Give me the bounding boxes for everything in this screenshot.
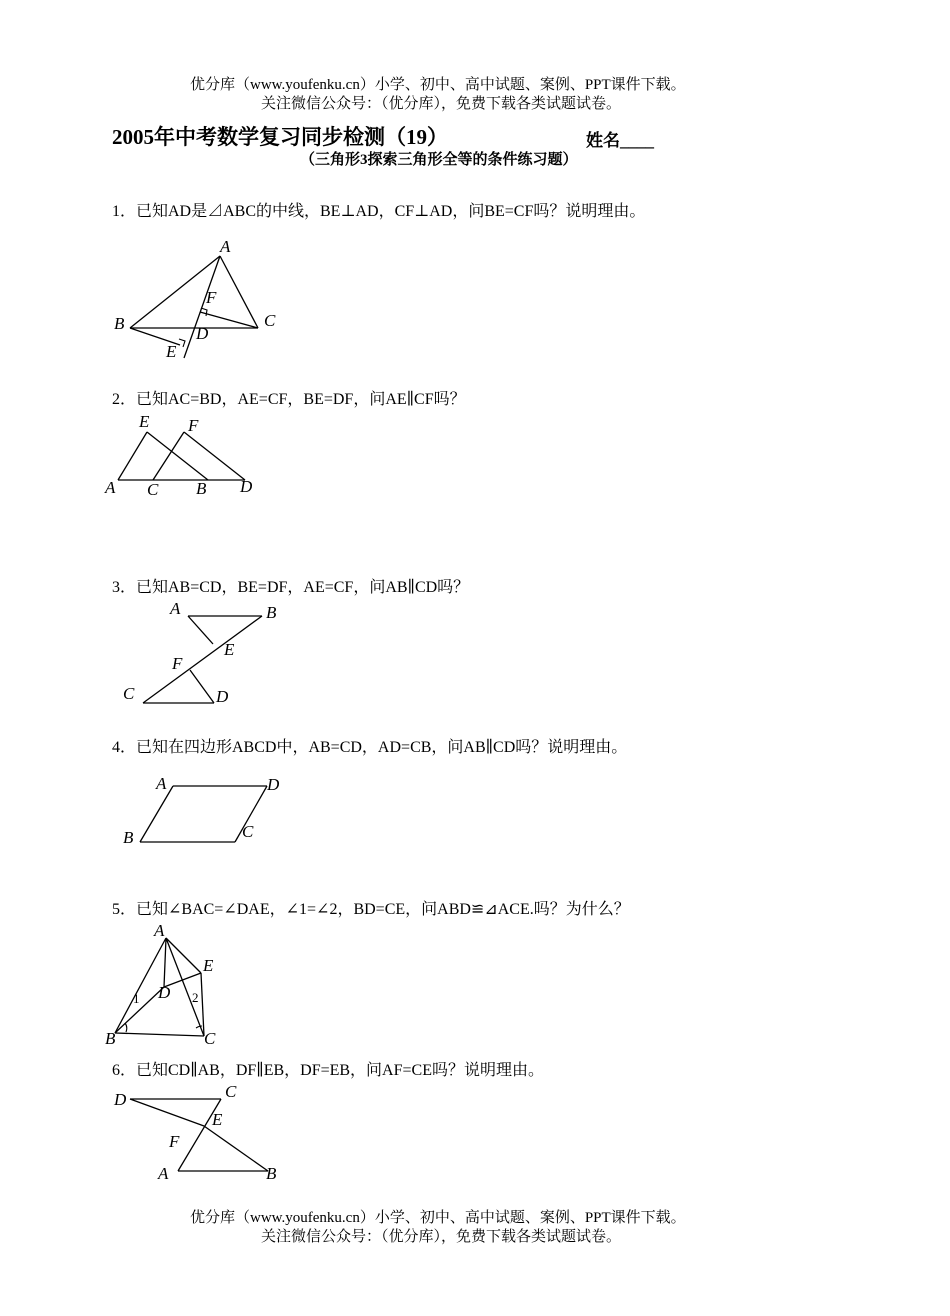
label-F: F	[206, 288, 217, 307]
label-A: A	[158, 1164, 169, 1183]
label-B: B	[266, 603, 277, 622]
label-C: C	[147, 480, 159, 499]
header-line-1: 优分库（www.youfenku.cn）小学、初中、高中试题、案例、PPT课件下载。	[190, 77, 686, 93]
label-D: D	[196, 324, 209, 343]
figure-1	[100, 232, 300, 367]
segment-CF	[200, 312, 258, 328]
label-D: D	[267, 775, 280, 794]
segment-AE	[166, 938, 201, 973]
label-C: C	[225, 1082, 237, 1101]
label-D: D	[114, 1090, 127, 1109]
segment-CF	[153, 432, 184, 480]
figure-3	[110, 598, 280, 708]
label-A: A	[170, 599, 181, 618]
name-field: 姓名____	[586, 131, 654, 150]
label-E: E	[224, 640, 235, 659]
segment-AB	[140, 786, 173, 842]
question-5: 5．已知∠BAC=∠DAE，∠1=∠2，BD=CE，问ABD≌⊿ACE.吗？为什么？	[112, 901, 630, 918]
label-C: C	[123, 684, 135, 703]
segment-AC	[220, 256, 258, 328]
label-D: D	[216, 687, 229, 706]
label-E: E	[139, 412, 150, 431]
segment-BC	[115, 1033, 204, 1036]
label-B: B	[266, 1164, 277, 1183]
label-B: B	[105, 1029, 116, 1048]
label-A: A	[220, 237, 231, 256]
label-C: C	[204, 1029, 216, 1048]
segment-BD	[115, 987, 164, 1033]
label-B: B	[123, 828, 134, 847]
label-C: C	[264, 311, 276, 330]
right-angle-E	[179, 339, 185, 347]
question-1: 1．已知AD是⊿ABC的中线，BE⊥AD，CF⊥AD，问BE=CF吗？说明理由。	[112, 203, 646, 220]
footer-line-2: 关注微信公众号：（优分库），免费下载各类试题试卷。	[261, 1229, 622, 1245]
figure-4	[110, 770, 300, 855]
label-D: D	[158, 983, 171, 1002]
figure-2	[100, 410, 270, 500]
angle-arc-1	[125, 1023, 127, 1032]
label-angle-1: 1	[133, 991, 140, 1006]
segment-AE	[188, 616, 213, 644]
segment-EB	[204, 1126, 268, 1171]
label-D: D	[240, 477, 253, 496]
label-F: F	[172, 654, 183, 673]
question-3: 3．已知AB=CD，BE=DF，AE=CF，问AB∥CD吗？	[112, 579, 470, 596]
label-angle-2: 2	[192, 990, 199, 1005]
segment-AD	[164, 938, 166, 987]
segment-AC	[166, 938, 204, 1036]
label-F: F	[188, 416, 199, 435]
page-subtitle: （三角形3探索三角形全等的条件练习题）	[300, 152, 578, 168]
question-4: 4．已知在四边形ABCD中，AB=CD，AD=CB，问AB∥CD吗？说明理由。	[112, 739, 628, 756]
label-A: A	[154, 921, 165, 940]
segment-FD	[184, 432, 245, 480]
label-A: A	[156, 774, 167, 793]
question-2: 2．已知AC=BD，AE=CF，BE=DF，问AE∥CF吗？	[112, 391, 466, 408]
label-A: A	[105, 478, 116, 497]
label-E: E	[166, 342, 177, 361]
segment-BC	[143, 616, 262, 703]
figure-5	[100, 920, 240, 1050]
segment-DE	[130, 1099, 204, 1126]
question-6: 6．已知CD∥AB，DF∥EB，DF=EB，问AF=CE吗？说明理由。	[112, 1062, 544, 1079]
header-line-2: 关注微信公众号：（优分库），免费下载各类试题试卷。	[261, 96, 622, 112]
figure-6	[100, 1080, 300, 1190]
label-B: B	[114, 314, 125, 333]
label-F: F	[169, 1132, 180, 1151]
label-E: E	[212, 1110, 223, 1129]
segment-FD	[190, 670, 214, 703]
footer-line-1: 优分库（www.youfenku.cn）小学、初中、高中试题、案例、PPT课件下载。	[190, 1210, 686, 1226]
segment-AE	[118, 432, 147, 480]
label-C: C	[242, 822, 254, 841]
segment-EB	[147, 432, 208, 480]
label-E: E	[203, 956, 214, 975]
label-B: B	[196, 479, 207, 498]
page-title: 2005年中考数学复习同步检测（19）	[112, 125, 448, 149]
